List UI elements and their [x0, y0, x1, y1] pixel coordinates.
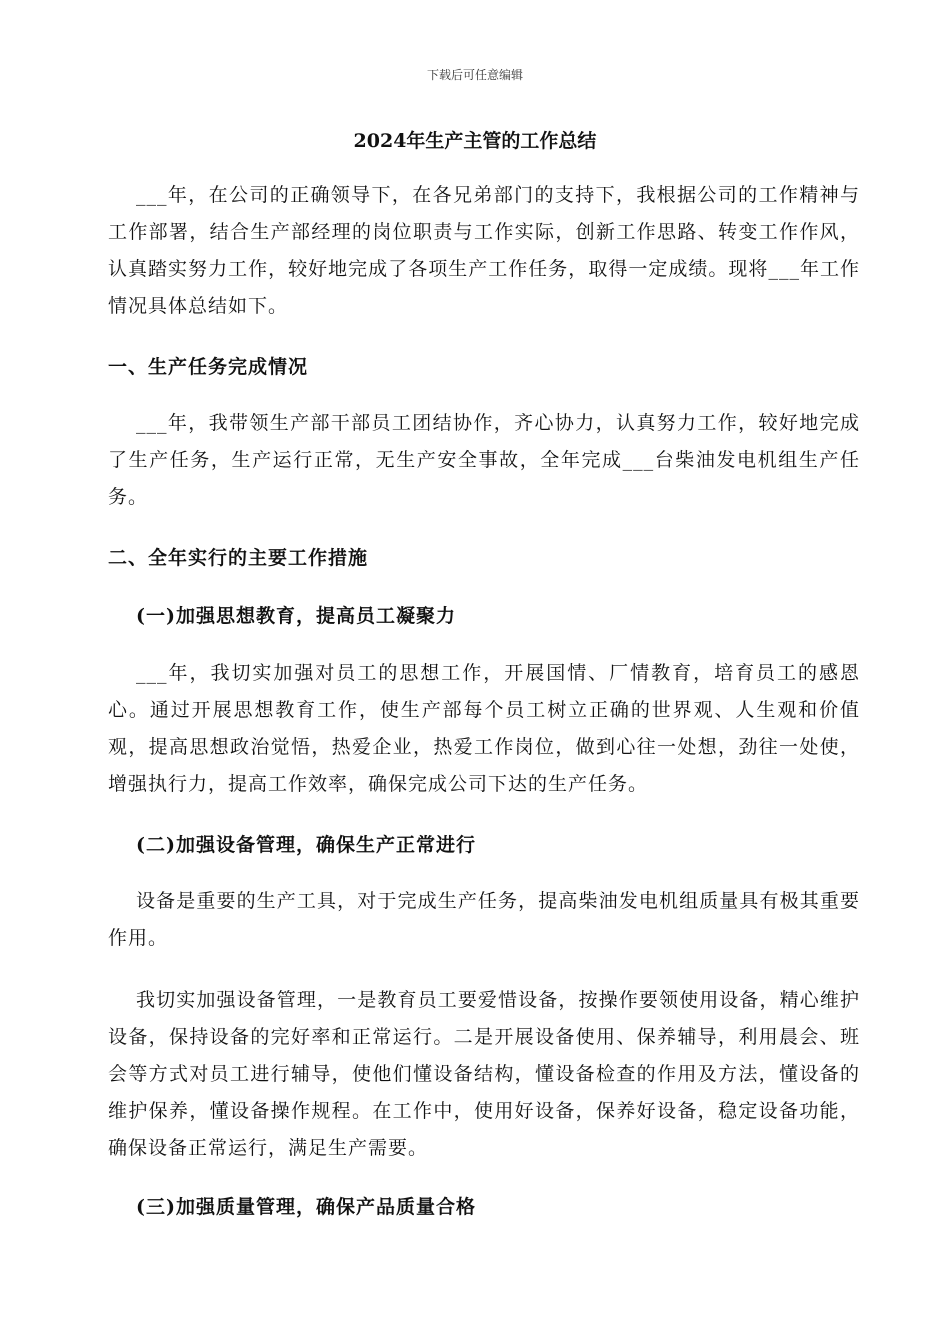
subsection-2-body-1: [108, 883, 860, 957]
subsection-3-heading: (三)加强质量管理，确保产品质量合格: [136, 1196, 476, 1218]
subsection-1-heading: (一)加强思想教育，提高员工凝聚力: [136, 605, 456, 627]
subsection-2-paragraph-1: 设备是重要的生产工具，对于完成生产任务，提高柴油发电机组质量具有极其重要作用。: [108, 890, 860, 949]
subsection-3-heading-block: [108, 1192, 860, 1222]
subsection-1-body: [108, 655, 860, 803]
subsection-2-heading: (二)加强设备管理，确保生产正常进行: [136, 834, 476, 856]
subsection-1-paragraph: ___年，我切实加强对员工的思想工作，开展国情、厂情教育，培育员工的感恩心。通过开展思想教育工作，使生产部每个员工树立正确的世界观、人生观和价值观，提高思想政治觉悟，热爱企业，热爱工作岗位，做到心往一处想，劲往一处使，增强执行力，提高工作效率，确保完成公司下达的生产任务。: [108, 662, 860, 795]
subsection-2-heading-block: [108, 830, 860, 860]
intro-block: [108, 177, 860, 325]
section-2-heading-block: [108, 543, 860, 573]
subsection-2-paragraph-2: 我切实加强设备管理，一是教育员工要爱惜设备，按操作要领使用设备，精心维护设备，保持设备的完好率和正常运行。二是开展设备使用、保养辅导，利用晨会、班会等方式对员工进行辅导，使他们懂设备结构，懂设备检查的作用及方法，懂设备的维护保养，懂设备操作规程。在工作中，使用好设备，保养好设备，稳定设备功能，确保设备正常运行，满足生产需要。: [108, 989, 860, 1159]
section-1-heading: 一、生产任务完成情况: [108, 356, 309, 378]
subsection-1-heading-block: [108, 601, 860, 631]
intro-paragraph: ___年，在公司的正确领导下，在各兄弟部门的支持下，我根据公司的工作精神与工作部署，结合生产部经理的岗位职责与工作实际，创新工作思路、转变工作作风，认真踏实努力工作，较好地完成了各项生产工作任务，取得一定成绩。现将___年工作情况具体总结如下。: [108, 184, 860, 317]
header-note: 下载后可任意编辑: [426, 68, 523, 82]
subsection-2-body-2: [108, 982, 860, 1167]
section-1-heading-block: [108, 352, 860, 382]
document-title: 2024年生产主管的工作总结: [353, 130, 597, 152]
section-1-paragraph: ___年，我带领生产部干部员工团结协作，齐心协力，认真努力工作，较好地完成了生产任务，生产运行正常，无生产安全事故，全年完成___台柴油发电机组生产任务。: [108, 412, 860, 508]
section-2-heading: 二、全年实行的主要工作措施: [108, 547, 369, 569]
section-1-body: [108, 405, 860, 516]
